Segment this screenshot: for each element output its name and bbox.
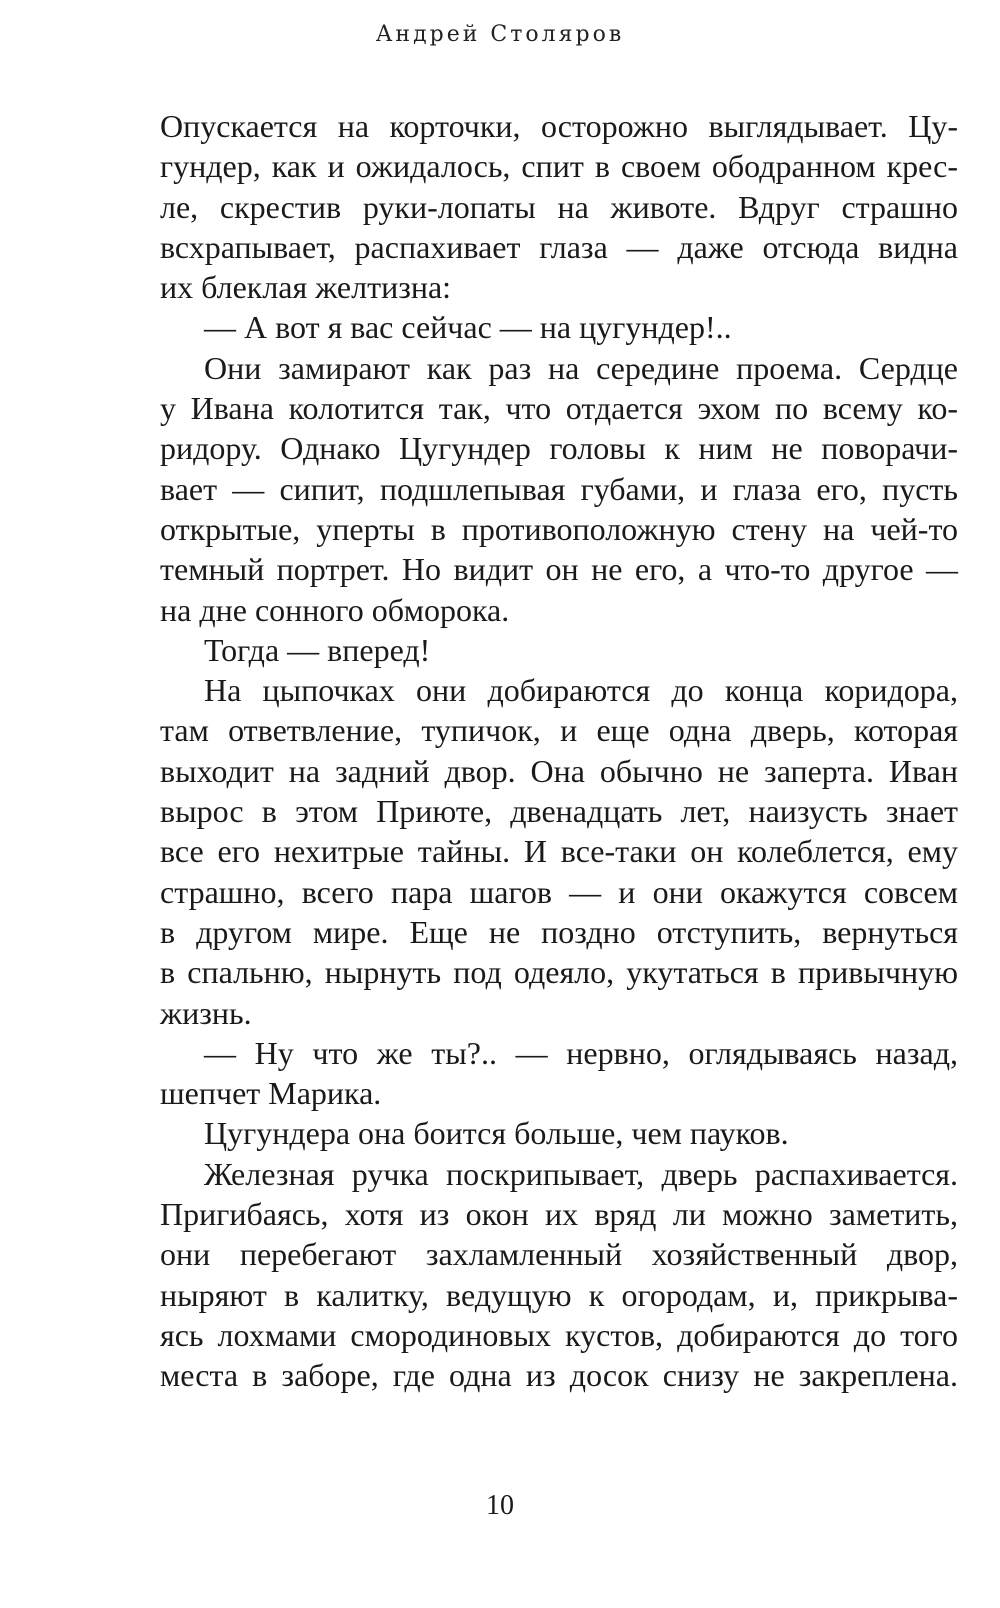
page-number: 10 [486,1490,514,1521]
text-line: жизнь. [160,994,252,1031]
text-line: гундер, как и ожидалось, спит в своем ободранном крес- [160,148,958,185]
text-line: все его нехитрые тайны. И все-таки он колеблется, ему [160,833,958,870]
text-line: там ответвление, тупичок, и еще одна дверь, которая [160,712,958,749]
text-line: ныряют в калитку, ведущую к огородам, и, прикрыва- [160,1276,958,1313]
text-line: их блеклая желтизна: [160,269,452,306]
text-line: Тогда — вперед! [204,631,431,668]
text-line: в спальню, нырнуть под одеяло, укутаться в привычную [160,954,958,991]
text-line: выходит на задний двор. Она обычно не заперта. Иван [160,752,958,789]
text-line: у Ивана колотится так, что отдается эхом по всему ко- [160,390,958,427]
text-line: На цыпочках они добираются до конца коридора, [204,672,958,709]
text-line: ясь лохмами смородиновых кустов, добираются до того [160,1316,958,1353]
text-line: — А вот я вас сейчас — на цугундер!.. [204,309,732,346]
text-line: страшно, всего пара шагов — и они окажутся совсем [160,873,958,910]
text-line: ридору. Однако Цугундер головы к ним не поворачи- [160,430,958,467]
running-head: Андрей Столяров [375,22,625,47]
text-line: ле, скрестив руки-лопаты на животе. Вдруг страшно [160,188,958,225]
text-line: вырос в этом Приюте, двенадцать лет, наизусть знает [160,793,958,830]
text-line: Опускается на корточки, осторожно выглядывает. Цу- [160,108,958,144]
text-line: открытые, уперты в противоположную стену на чей-то [160,510,958,547]
text-line: темный портрет. Но видит он не его, а что-то другое — [160,551,958,588]
text-line: на дне сонного обморока. [160,591,510,628]
text-line: Железная ручка поскрипывает, дверь распахивается. [204,1155,958,1192]
text-line: Они замирают как раз на середине проема. Сердце [204,349,958,386]
text-line: шепчет Марика. [160,1075,382,1112]
text-line: Пригибаясь, хотя из окон их вряд ли можно заметить, [160,1196,958,1233]
body-text [160,106,958,1396]
text-line: они перебегают захламленный хозяйственный двор, [160,1236,958,1273]
text-line: в другом мире. Еще не поздно отступить, вернуться [160,913,958,950]
text-line: вает — сипит, подшлепывая губами, и глаза его, пусть [160,470,958,507]
text-line: Цугундера она боится больше, чем пауков. [204,1115,789,1152]
text-line: всхрапывает, распахивает глаза — даже отсюда видна [160,228,958,265]
text-line: места в заборе, где одна из досок снизу не закреплена. [160,1357,958,1394]
text-line: — Ну что же ты?.. — нервно, оглядываясь назад, [204,1034,958,1071]
